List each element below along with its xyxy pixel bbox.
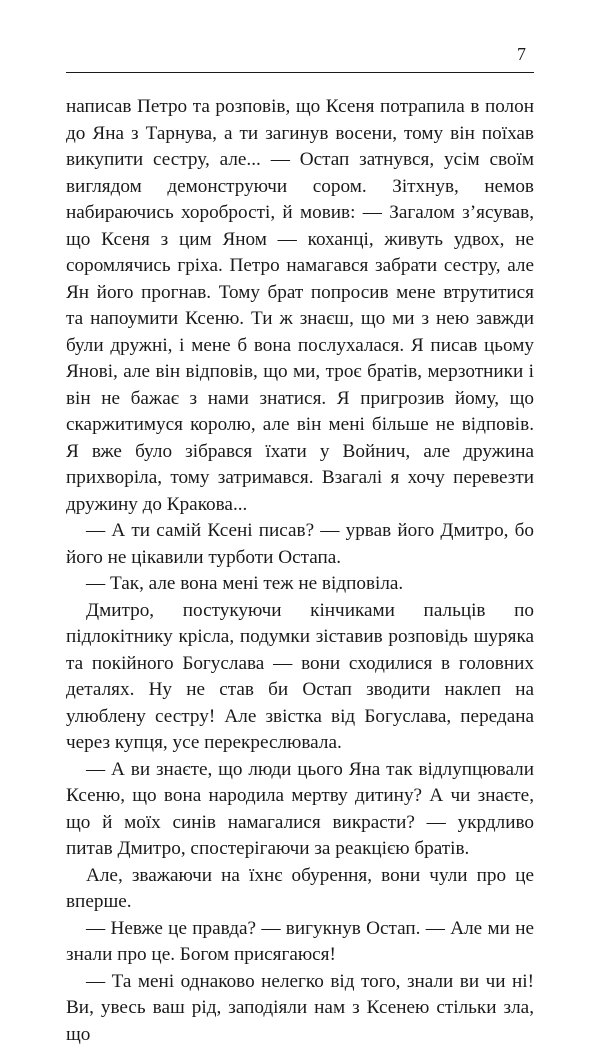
- paragraph: — А ви знаєте, що люди цього Яна так відлупцювали Ксеню, що вона народила мертву дитину? А чи знаєте, що й моїх синів намагалися викрасти? — укрдливо питав Дмитро, спостерігаючи за реакцією братів.: [66, 757, 534, 863]
- paragraph: — Так, але вона мені теж не відповіла.: [66, 571, 534, 598]
- paragraph: — А ти самій Ксені писав? — урвав його Дмитро, бо його не цікавили турботи Остапа.: [66, 518, 534, 571]
- paragraph: написав Петро та розповів, що Ксеня потрапила в полон до Яна з Тарнува, а ти загинув восени, тому він поїхав викупити сестру, але... — Остап затнувся, усім своїм виглядом демонструючи сором. Зітхнув, немов набираючись хоробрості, й мовив: — Загалом з’ясував, що Ксеня з цим Яном — коханці, живуть удвох, не соромлячись гріха. Петро намагався забрати сестру, але Ян його прогнав. Тому брат попросив мене втрутитися та напоумити Ксеню. Ти ж знаєш, що ми з нею завжди були дружні, і мене б вона послухалася. Я писав цьому Янові, але він відповів, що ми, троє братів, мерзотники і він не бажає з нами знатися. Я пригрозив йому, що скаржитимуся королю, але він мені більше не відповів. Я вже було зібрався їхати у Войнич, але дружина прихворіла, тому затримався. Взагалі я хочу перевезти дружину до Кракова...: [66, 94, 534, 518]
- page-number: 7: [517, 44, 526, 64]
- paragraph: — Та мені однаково нелегко від того, знали ви чи ні! Ви, увесь ваш рід, заподіяли нам з Ксенею стільки зла, що: [66, 969, 534, 1048]
- header-rule: [66, 72, 534, 73]
- body-text: [66, 94, 534, 1048]
- paragraph: Дмитро, постукуючи кінчиками пальців по підлокітнику крісла, подумки зіставив розповідь шуряка та покійного Богуслава — вони сходилися в головних деталях. Ну не став би Остап зводити наклеп на улюблену сестру! Але звістка від Богуслава, передана через купця, усе перекреслювала.: [66, 598, 534, 757]
- paragraph: — Невже це правда? — вигукнув Остап. — Але ми не знали про це. Богом присягаюся!: [66, 916, 534, 969]
- paragraph: Але, зважаючи на їхнє обурення, вони чули про це вперше.: [66, 863, 534, 916]
